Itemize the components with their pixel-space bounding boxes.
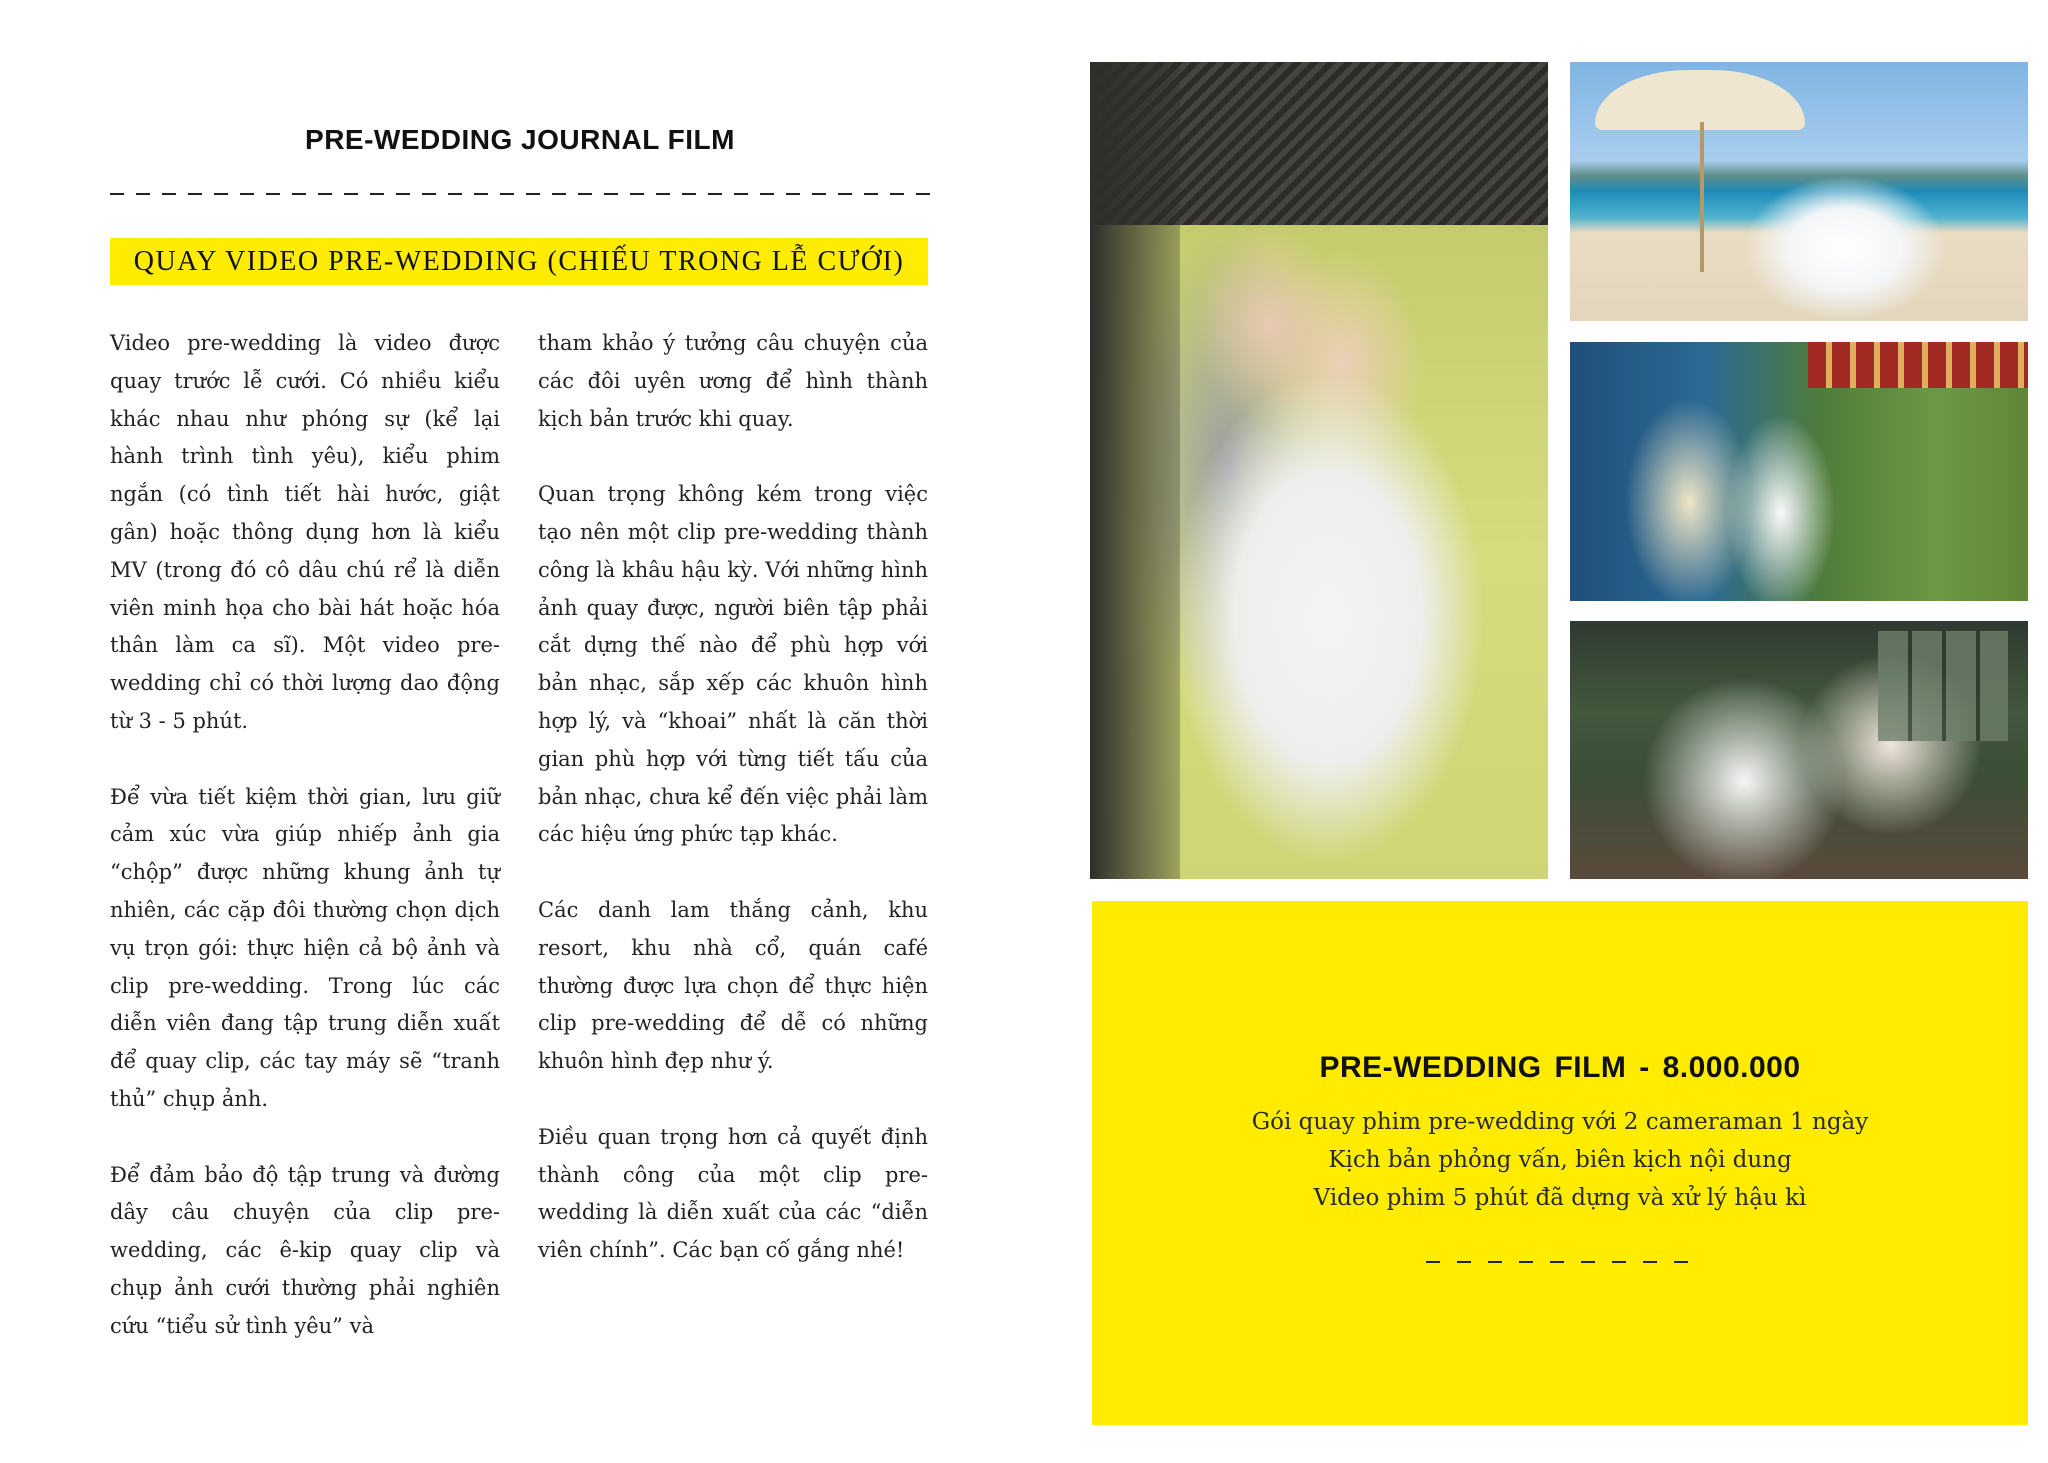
umbrella-pole <box>1700 122 1704 272</box>
red-roof-shape <box>1808 342 2028 388</box>
paragraph: Để vừa tiết kiệm thời gian, lưu giữ cảm xúc vừa giúp nhiếp ảnh gia “chộp” được những khung ảnh tự nhiên, các cặp đôi thường chọn dịch vụ trọn gói: thực hiện cả bộ ảnh và clip pre-wedding. Trong lúc các diễn viên đang tập trung diễn xuất để quay clip, các tay máy sẽ “tranh thủ” chụp ảnh. <box>110 784 500 1111</box>
price-title: PRE-WEDDING FILM - 8.000.000 <box>1319 1051 1801 1084</box>
subtitle-highlight <box>110 238 928 285</box>
beach-couple-photo <box>1570 62 2028 321</box>
dashed-divider <box>1426 1261 1696 1263</box>
price-box <box>1092 901 2028 1425</box>
umbrella-shape <box>1595 70 1805 130</box>
cafe-couple-photo <box>1570 621 2028 879</box>
package-line: Video phim 5 phút đã dựng và xử lý hậu kì <box>1313 1185 1807 1211</box>
paragraph: Các danh lam thắng cảnh, khu resort, khu nhà cổ, quán café thường được lựa chọn để thực hiện clip pre-wedding để dễ có những khuôn hình đẹp như ý. <box>538 897 928 1074</box>
page-heading: PRE-WEDDING JOURNAL FILM <box>305 124 735 155</box>
dashed-divider <box>110 193 930 195</box>
subtitle-text: QUAY VIDEO PRE-WEDDING (CHIẾU TRONG LỄ CƯỚI) <box>133 245 905 277</box>
package-line: Gói quay phim pre-wedding với 2 cameraman 1 ngày <box>1251 1109 1869 1135</box>
dark-pillar <box>1090 62 1180 879</box>
paragraph: Video pre-wedding là video được quay trước lễ cưới. Có nhiều kiểu khác nhau như phóng sự (kể lại hành trình tình yêu), kiểu phim ngắn (có tình tiết hài hước, giật gân) hoặc thông dụng hơn là kiểu MV (trong đó cô dâu chú rể là diễn viên minh họa cho bài hát hoặc hóa thân làm ca sĩ). Một video pre-wedding chỉ có thời lượng dao động từ 3 - 5 phút. <box>110 331 500 733</box>
article-column-right <box>538 325 928 1270</box>
package-line: Kịch bản phỏng vấn, biên kịch nội dung <box>1328 1147 1792 1173</box>
park-walk-photo <box>1570 342 2028 601</box>
package-details <box>1092 1103 2028 1217</box>
paragraph: Điều quan trọng hơn cả quyết định thành công của một clip pre-wedding là diễn xuất của các “diễn viên chính”. Các bạn cố gắng nhé! <box>538 1124 928 1263</box>
paragraph: Quan trọng không kém trong việc tạo nên một clip pre-wedding thành công là khâu hậu kỳ. Với những hình ảnh quay được, người biên tập phải cắt dựng thế nào để phù hợp với bản nhạc, sắp xếp các khuôn hình hợp lý, và “khoai” nhất là căn thời gian phù hợp với từng tiết tấu của bản nhạc, chưa kể đến việc phải làm các hiệu ứng phức tạp khác. <box>538 482 928 847</box>
article-column-left <box>110 325 500 1346</box>
paragraph: Để đảm bảo độ tập trung và đường dây câu chuyện của clip pre-wedding, các ê-kip quay clip và chụp ảnh cưới thường phải nghiên cứu “tiểu sử tình yêu” và <box>110 1162 500 1338</box>
paragraph: tham khảo ý tưởng câu chuyện của các đôi uyên ương để hình thành kịch bản trước khi quay. <box>538 331 928 431</box>
window-shape <box>1878 631 2008 741</box>
couple-sofa-photo <box>1090 62 1548 879</box>
